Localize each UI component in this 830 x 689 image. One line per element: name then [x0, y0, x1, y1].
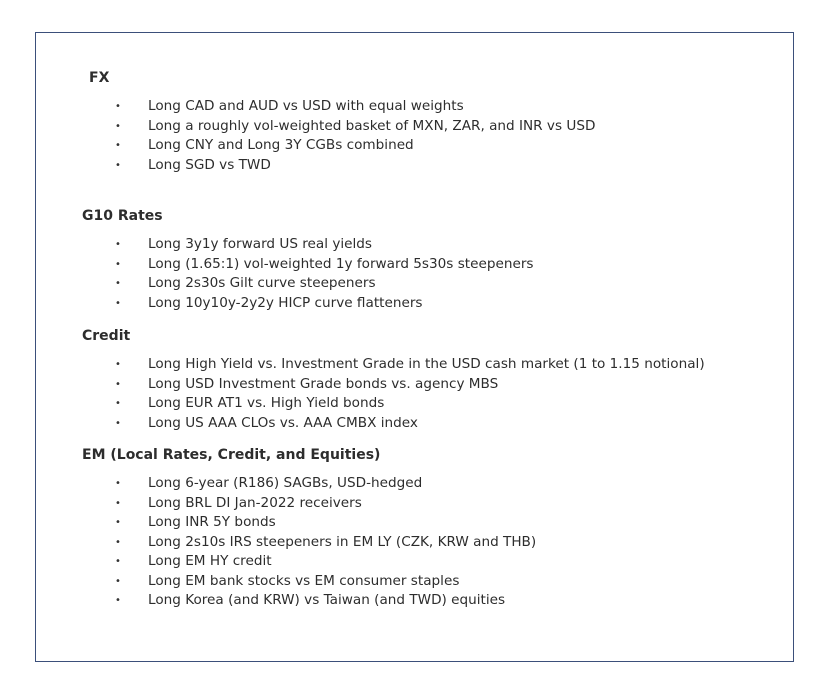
list-item	[36, 156, 793, 176]
list-item	[36, 274, 793, 294]
document-frame	[35, 32, 794, 662]
list-item-text: Long US AAA CLOs vs. AAA CMBX index	[148, 414, 418, 431]
list-item	[36, 513, 793, 533]
bullet-icon: •	[115, 378, 121, 390]
bullet-icon: •	[115, 278, 121, 289]
bullet-list	[36, 474, 793, 611]
list-item	[36, 355, 793, 375]
section-credit	[36, 327, 793, 433]
bullet-icon: •	[115, 478, 121, 489]
list-item	[36, 394, 793, 414]
section-heading: EM (Local Rates, Credit, and Equities)	[82, 447, 381, 463]
list-item-text: Long CAD and AUD vs USD with equal weights	[148, 98, 464, 114]
bullet-icon: •	[115, 359, 121, 370]
list-item	[36, 474, 793, 494]
list-item-text: Long CNY and Long 3Y CGBs combined	[148, 137, 414, 153]
list-item-text: Long EM bank stocks vs EM consumer staples	[148, 572, 460, 589]
list-item	[36, 533, 793, 553]
section-heading: FX	[89, 70, 110, 86]
list-item-text: Long INR 5Y bonds	[148, 514, 276, 530]
section-heading: Credit	[82, 328, 131, 344]
list-item-text: Long BRL DI Jan-2022 receivers	[148, 494, 362, 511]
list-item-text: Long 2s30s Gilt curve steepeners	[148, 275, 376, 291]
bullet-icon: •	[115, 297, 121, 309]
list-item-text: Long High Yield vs. Investment Grade in the USD cash market (1 to 1.15 notional)	[148, 356, 705, 372]
bullet-icon: •	[115, 497, 121, 509]
bullet-icon: •	[115, 140, 121, 151]
list-item	[36, 255, 793, 275]
bullet-list	[36, 235, 793, 313]
list-item	[36, 136, 793, 156]
list-item	[36, 235, 793, 255]
list-item-text: Long EUR AT1 vs. High Yield bonds	[148, 395, 385, 411]
bullet-icon: •	[115, 417, 121, 429]
bullet-icon: •	[115, 120, 121, 132]
list-item-text: Long EM HY credit	[148, 553, 272, 569]
bullet-icon: •	[115, 517, 121, 528]
list-item-text: Long a roughly vol-weighted basket of MXN, ZAR, and INR vs USD	[148, 117, 596, 134]
list-item	[36, 117, 793, 137]
bullet-list	[36, 355, 793, 433]
list-item-text: Long (1.65:1) vol-weighted 1y forward 5s30s steepeners	[148, 255, 534, 272]
list-item	[36, 572, 793, 592]
list-item-text: Long USD Investment Grade bonds vs. agency MBS	[148, 375, 499, 392]
bullet-icon: •	[115, 239, 121, 250]
list-item-text: Long Korea (and KRW) vs Taiwan (and TWD) equities	[148, 592, 506, 608]
list-item-text: Long SGD vs TWD	[148, 156, 271, 173]
bullet-icon: •	[115, 398, 121, 409]
list-item-text: Long 3y1y forward US real yields	[148, 236, 373, 252]
section-heading: G10 Rates	[82, 208, 163, 224]
list-item-text: Long 2s10s IRS steepeners in EM LY (CZK, KRW and THB)	[148, 533, 537, 550]
list-item	[36, 591, 793, 611]
section-fx	[36, 69, 793, 175]
list-item	[36, 97, 793, 117]
list-item-text: Long 6-year (R186) SAGBs, USD-hedged	[148, 475, 423, 491]
bullet-icon: •	[115, 159, 121, 171]
bullet-icon: •	[115, 101, 121, 112]
bullet-icon: •	[115, 258, 121, 270]
list-item	[36, 494, 793, 514]
list-item	[36, 294, 793, 314]
list-item-text: Long 10y10y-2y2y HICP curve flatteners	[148, 294, 423, 311]
list-item	[36, 414, 793, 434]
bullet-icon: •	[115, 575, 121, 587]
bullet-icon: •	[115, 536, 121, 548]
list-item	[36, 552, 793, 572]
section-em	[36, 446, 793, 611]
bullet-icon: •	[115, 595, 121, 606]
section-g10-rates	[36, 207, 793, 313]
list-item	[36, 375, 793, 395]
bullet-icon: •	[115, 556, 121, 567]
bullet-list	[36, 97, 793, 175]
